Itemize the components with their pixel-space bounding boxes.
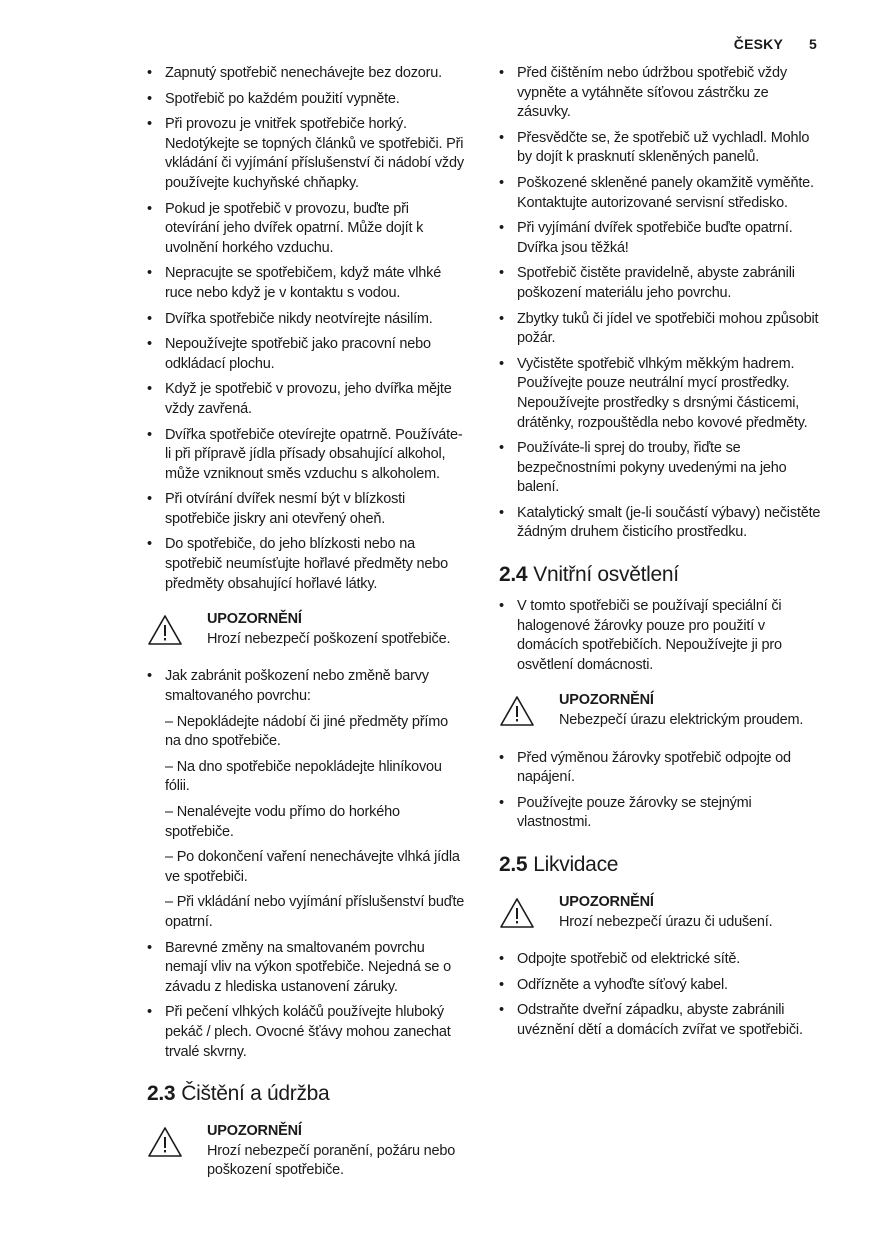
language-label: ČESKY (733, 36, 783, 52)
cleaning-list (499, 64, 823, 543)
warning-text (207, 610, 450, 649)
sub-item: – Nenalévejte vodu přímo do horkého spotřebiče. (165, 804, 400, 840)
warning-title: UPOZORNĚNÍ (559, 894, 654, 910)
list-item: • Zbytky tuků či jídel ve spotřebiči mohou způsobit požár. (499, 310, 823, 349)
list-item: • Odstraňte dveřní západku, abyste zabránili uvéznění dětí a domácích zvířat ve spotřebiči. (499, 1001, 823, 1040)
sub-item: – Po dokončení vaření nenechávejte vlhká jídla ve spotřebiči. (165, 849, 460, 885)
list-item: • Pokud je spotřebič v provozu, buďte při otevírání jeho dvířek opatrní. Může dojít k uvolnění horkého vzduchu. (147, 200, 467, 259)
warning-box (499, 893, 823, 932)
warning-message: Nebezpečí úrazu elektrickým proudem. (559, 712, 804, 729)
warning-box (499, 691, 823, 730)
list-item: • Před čištěním nebo údržbou spotřebič vždy vypněte a vytáhněte síťovou zástrčku ze zásuvky. (499, 64, 823, 123)
list-item: • Když je spotřebič v provozu, jeho dvířka mějte vždy zavřená. (147, 380, 467, 419)
list-item: • Používejte pouze žárovky se stejnými vlastnostmi. (499, 794, 823, 833)
section-heading-lighting (499, 563, 823, 587)
list-item: • Vyčistěte spotřebič vlhkým měkkým hadrem. Používejte pouze neutrální mycí prostředky. Nepoužívejte prostředky s drsnými částicemi, drátěnky, rozpouštědla nebo kovové předměty. (499, 355, 823, 433)
list-item: • Odřízněte a vyhoďte síťový kabel. (499, 976, 823, 996)
warning-message: Hrozí nebezpečí poškození spotřebiče. (207, 630, 451, 647)
warning-text (559, 893, 772, 932)
sub-item: – Nepokládejte nádobí či jiné předměty přímo na dno spotřebiče. (165, 713, 448, 750)
list-item: • Při vyjímání dvířek spotřebiče buďte opatrní. Dvířka jsou těžká! (499, 219, 823, 258)
list-item: • Přesvědčte se, že spotřebič už vychladl. Mohlo by dojít k prasknutí skleněných panelů. (499, 129, 823, 168)
warning-text (559, 691, 803, 730)
page-number: 5 (809, 36, 817, 52)
warning-triangle-icon (499, 897, 539, 929)
right-column (499, 64, 823, 1047)
warning-triangle-icon (147, 1126, 187, 1158)
section-title: Vnitřní osvětlení (533, 563, 679, 587)
section-title: Čištění a údržba (181, 1082, 330, 1106)
warning-text (207, 1122, 467, 1181)
warning-box (147, 610, 467, 649)
list-item: • Do spotřebiče, do jeho blízkosti nebo na spotřebič neumísťujte hořlavé předměty nebo předměty obsahující hořlavé látky. (147, 535, 467, 594)
enamel-intro: Jak zabránit poškození nebo změně barvy smaltovaného povrchu: (165, 668, 429, 705)
list-item: • V tomto spotřebiči se používají speciální či halogenové žárovky pouze pro použití v domácích spotřebičích. Nepoužívejte ji pro osvětlení domácnosti. (499, 597, 823, 675)
section-number: 2.5 (499, 853, 528, 876)
list-item: • Používáte-li sprej do trouby, řiďte se bezpečnostními pokyny uvedenými na jeho balení. (499, 439, 823, 498)
warning-box (147, 1122, 467, 1181)
list-item: • Zapnutý spotřebič nenechávejte bez dozoru. (147, 64, 467, 84)
list-item: • Při pečení vlhkých koláčů používejte hluboký pekáč / plech. Ovocné šťávy mohou zanechat trvalé skvrny. (147, 1003, 467, 1062)
list-item: • Při provozu je vnitřek spotřebiče horký. Nedotýkejte se topných článků ve spotřebiči. Při vkládání či vyjímání příslušenství či nádobí vždy používejte kuchyňské chňapky. (147, 115, 467, 193)
section-heading-cleaning (147, 1082, 467, 1106)
left-column (147, 64, 467, 1199)
list-item: • Nepracujte se spotřebičem, když máte vlhké ruce nebo když je v kontaktu s vodou. (147, 264, 467, 303)
list-item: • Barevné změny na smaltovaném povrchu nemají vliv na výkon spotřebiče. Nejedná se o závadu z hlediska ustanovení záruky. (147, 939, 467, 998)
safety-list-general (147, 64, 467, 594)
list-item: • Odpojte spotřebič od elektrické sítě. (499, 950, 823, 970)
lighting-list (499, 597, 823, 675)
warning-message: Hrozí nebezpečí úrazu či udušení. (559, 913, 773, 930)
warning-triangle-icon (499, 695, 539, 727)
list-item: • Katalytický smalt (je-li součástí výbavy) nečistěte žádným druhem čisticího prostředku. (499, 504, 823, 543)
page-header (734, 36, 817, 52)
list-item: • Spotřebič čistěte pravidelně, abyste zabránili poškození materiálu jeho povrchu. (499, 264, 823, 303)
list-item: • Při otvírání dvířek nesmí být v blízkosti spotřebiče jiskry ani otevřený oheň. (147, 490, 467, 529)
enamel-list (147, 667, 467, 1062)
list-item (147, 667, 467, 932)
list-item: • Dvířka spotřebiče nikdy neotvírejte násilím. (147, 310, 467, 330)
bulb-list (499, 749, 823, 833)
section-number: 2.3 (147, 1082, 176, 1106)
list-item: • Poškozené skleněné panely okamžitě vyměňte. Kontaktujte autorizované servisní středisko. (499, 174, 823, 213)
section-number: 2.4 (499, 563, 528, 587)
warning-title: UPOZORNĚNÍ (559, 692, 654, 709)
list-item: • Dvířka spotřebiče otevírejte opatrně. Používáte-li při přípravě jídla přísady obsahující alkohol, může vzniknout směs vzduchu s alkoholem. (147, 426, 467, 485)
list-item: • Nepoužívejte spotřebič jako pracovní nebo odkládací plochu. (147, 335, 467, 374)
warning-triangle-icon (147, 614, 187, 646)
list-item: • Před výměnou žárovky spotřebič odpojte od napájení. (499, 749, 823, 788)
sub-item: – Při vkládání nebo vyjímání příslušenství buďte opatrní. (165, 894, 465, 930)
sub-item: – Na dno spotřebiče nepokládejte hliníkovou fólii. (165, 758, 442, 795)
warning-message: Hrozí nebezpečí poranění, požáru nebo poškození spotřebiče. (207, 1142, 456, 1179)
warning-title: UPOZORNĚNÍ (207, 1123, 302, 1140)
warning-title: UPOZORNĚNÍ (207, 611, 302, 628)
disposal-list (499, 950, 823, 1040)
list-item: • Spotřebič po každém použití vypněte. (147, 90, 467, 110)
section-title: Likvidace (533, 853, 619, 876)
section-heading-disposal (499, 853, 823, 877)
